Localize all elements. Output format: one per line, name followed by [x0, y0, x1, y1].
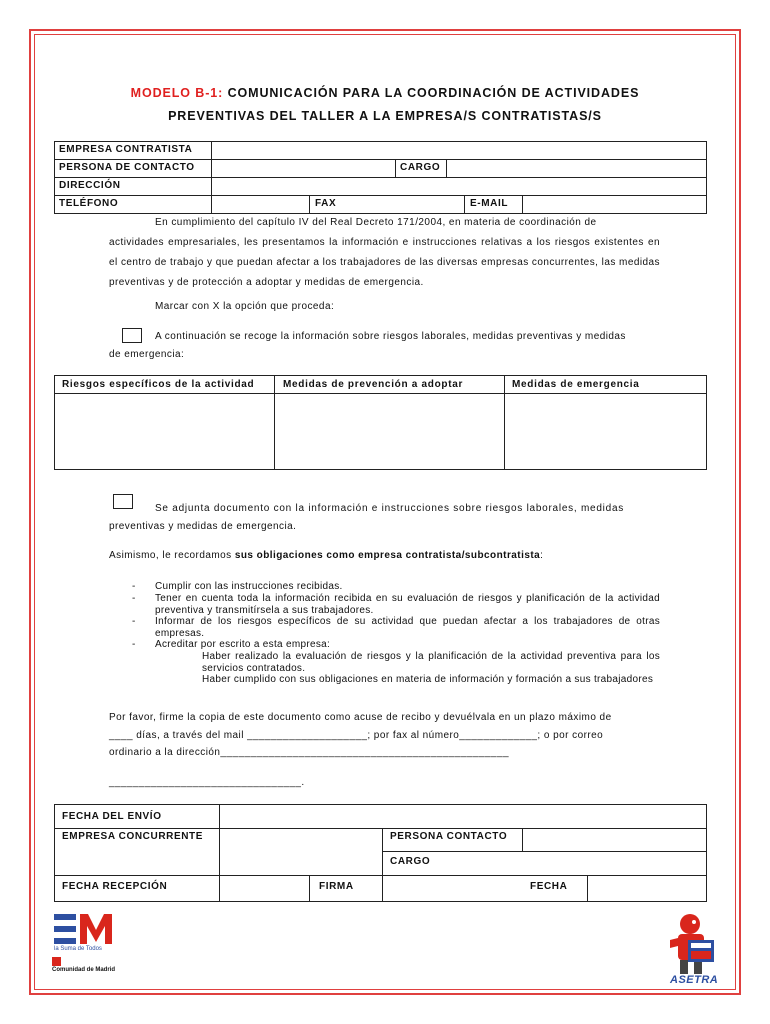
obligations-intro-bold: sus obligaciones como empresa contratista/subcontratista: [234, 550, 541, 561]
label-empresa-concurrente: EMPRESA CONCURRENTE: [62, 831, 204, 842]
obligations-intro-suffix: :: [540, 550, 544, 561]
label-fecha-envio: FECHA DEL ENVÍO: [62, 811, 162, 822]
madrid-slogan: la Suma de Todos: [54, 946, 102, 952]
option2-text-line1: Se adjunta documento con la información e instrucciones sobre riesgos laborales, medidas: [155, 503, 625, 514]
document-title-line1: [60, 86, 710, 100]
label-cargo: CARGO: [400, 162, 441, 173]
obligation-item: Cumplir con las instrucciones recibidas.: [155, 581, 343, 592]
obligation-item: Acreditar por escrito a esta empresa:: [155, 639, 331, 650]
intro-line1: En cumplimiento del capítulo IV del Real Decreto 171/2004, en materia de coordinación de: [155, 217, 597, 228]
mark-instruction: Marcar con X la opción que proceda:: [155, 301, 335, 312]
intro-paragraph: actividades empresariales, les presentamos la información e instrucciones relativas a los riesgos existentes en el centro de trabajo y que puedan afectar a los trabajadores de las diversas empresas concurrentes, las medidas preventivas y de protección a adoptar y medidas de emergencia.: [109, 237, 660, 288]
risk-col-medidas-emergencia: Medidas de emergencia: [512, 379, 640, 390]
label-fecha-recepcion: FECHA RECEPCIÓN: [62, 881, 168, 892]
risk-cell-riesgos[interactable]: [56, 395, 273, 468]
closing-line4: ________________________________.: [109, 777, 305, 788]
risk-col-riesgos: Riesgos específicos de la actividad: [62, 379, 255, 390]
obligation-item: Tener en cuenta toda la información recibida en su evaluación de riesgos y planificación de la actividad preventiva y transmitírsela a sus trabajadores.: [155, 593, 660, 616]
risk-cell-emergencia[interactable]: [506, 395, 705, 468]
closing-line3: ordinario a la dirección________________________________________________: [109, 747, 509, 758]
label-firma: FIRMA: [319, 881, 354, 892]
model-code: MODELO B-1:: [130, 86, 224, 100]
label-fax: FAX: [315, 198, 337, 209]
asetra-name: ASETRA: [670, 974, 719, 986]
label-cargo-footer: CARGO: [390, 856, 431, 867]
asetra-logo: [664, 910, 730, 990]
option1-text-line2: de emergencia:: [109, 349, 185, 360]
label-email: E-MAIL: [470, 198, 509, 209]
label-direccion: DIRECCIÓN: [59, 180, 121, 191]
label-telefono: TELÉFONO: [59, 198, 119, 209]
risk-cell-prevencion[interactable]: [276, 395, 503, 468]
label-persona-contacto: PERSONA DE CONTACTO: [59, 162, 195, 173]
obligations-intro-prefix: Asimismo, le recordamos: [109, 550, 235, 561]
label-persona-contacto-footer: PERSONA CONTACTO: [390, 831, 508, 842]
obligation-item: Informar de los riesgos específicos de su actividad que puedan afectar a los trabajadores de otras empresas.: [155, 616, 660, 639]
label-empresa-contratista: EMPRESA CONTRATISTA: [59, 144, 193, 155]
sub-obligation-item: Haber realizado la evaluación de riesgos y la planificación de la actividad preventiva para los servicios contratados.: [202, 651, 660, 674]
madrid-flag-icon: [52, 957, 61, 966]
label-fecha: FECHA: [530, 881, 568, 892]
risk-col-medidas-prevencion: Medidas de prevención a adoptar: [283, 379, 464, 390]
option1-checkbox[interactable]: [122, 328, 142, 343]
document-title-line2: PREVENTIVAS DEL TALLER A LA EMPRESA/S CONTRATISTAS/S: [168, 109, 602, 123]
sub-obligation-item: Haber cumplido con sus obligaciones en materia de información y formación a sus trabajadores: [202, 674, 654, 685]
option2-checkbox[interactable]: [113, 494, 133, 509]
closing-line2: ____ días, a través del mail ____________________; por fax al número_____________; o por correo: [109, 730, 604, 741]
obligations-intro: [109, 550, 543, 561]
option1-text-line1: A continuación se recoge la información sobre riesgos laborales, medidas preventivas y medidas: [155, 331, 626, 342]
madrid-name: Comunidad de Madrid: [52, 967, 115, 973]
option2-text-line2: preventivas y medidas de emergencia.: [109, 521, 297, 532]
comunidad-madrid-logo: [50, 912, 130, 987]
closing-line1: Por favor, firme la copia de este documento como acuse de recibo y devuélvala en un plazo máximo de: [109, 712, 612, 723]
title-text-1: COMUNICACIÓN PARA LA COORDINACIÓN DE ACTIVIDADES: [227, 86, 640, 100]
